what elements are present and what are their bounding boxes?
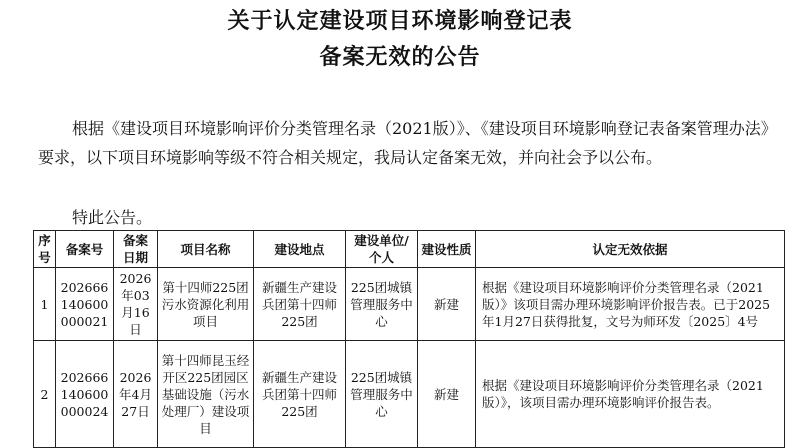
table-row <box>34 341 785 448</box>
cell-index: 2 <box>34 341 56 448</box>
cell-project-name: 第十四师昆玉经开区225团园区基础设施（污水处理厂）建设项目 <box>158 341 254 448</box>
cell-location: 新疆生产建设兵团第十四师225团 <box>254 268 346 341</box>
cell-builder: 225团城镇管理服务中心 <box>346 341 418 448</box>
cell-project-name: 第十四师225团污水资源化利用项目 <box>158 268 254 341</box>
paragraph-text: 根据《建设项目环境影响评价分类管理名录（2021版）》、《建设项目环境影响登记表备案管理办法》要求，以下项目环境影响等级不符合相关规定，我局认定备案无效，并向社会予以公布。 <box>38 119 769 167</box>
cell-basis: 根据《建设项目环境影响评价分类管理名录（2021版）》该项目需办理环境影响评价报告表。已于2025年1月27日获得批复，文号为师环发〔2025〕4号 <box>476 268 785 341</box>
cell-basis: 根据《建设项目环境影响评价分类管理名录（2021版）》，该项目需办理环境影响评价报告表。 <box>476 341 785 448</box>
header-builder: 建设单位/个人 <box>346 231 418 268</box>
cell-builder: 225团城镇管理服务中心 <box>346 268 418 341</box>
cell-filing-no: 202666140600000021 <box>56 268 114 341</box>
cell-index: 1 <box>34 268 56 341</box>
table-row <box>34 268 785 341</box>
invalid-filings-table <box>33 230 785 448</box>
cell-nature: 新建 <box>418 268 476 341</box>
header-basis: 认定无效依据 <box>476 231 785 268</box>
header-filing-date: 备案日期 <box>114 231 158 268</box>
table-header-row <box>34 231 785 268</box>
header-project-name: 项目名称 <box>158 231 254 268</box>
header-location: 建设地点 <box>254 231 346 268</box>
header-nature: 建设性质 <box>418 231 476 268</box>
closing-statement: 特此公告。 <box>72 208 153 227</box>
cell-filing-date: 2026年4月27日 <box>114 341 158 448</box>
header-index: 序号 <box>34 231 56 268</box>
notice-title-line-2: 备案无效的公告 <box>319 44 481 70</box>
cell-filing-date: 2026年03月16日 <box>114 268 158 341</box>
notice-title-line-1: 关于认定建设项目环境影响登记表 <box>227 8 573 34</box>
cell-filing-no: 202666140600000024 <box>56 341 114 448</box>
cell-location: 新疆生产建设兵团第十四师225团 <box>254 341 346 448</box>
notice-paragraph <box>38 114 770 172</box>
header-filing-no: 备案号 <box>56 231 114 268</box>
cell-nature: 新建 <box>418 341 476 448</box>
